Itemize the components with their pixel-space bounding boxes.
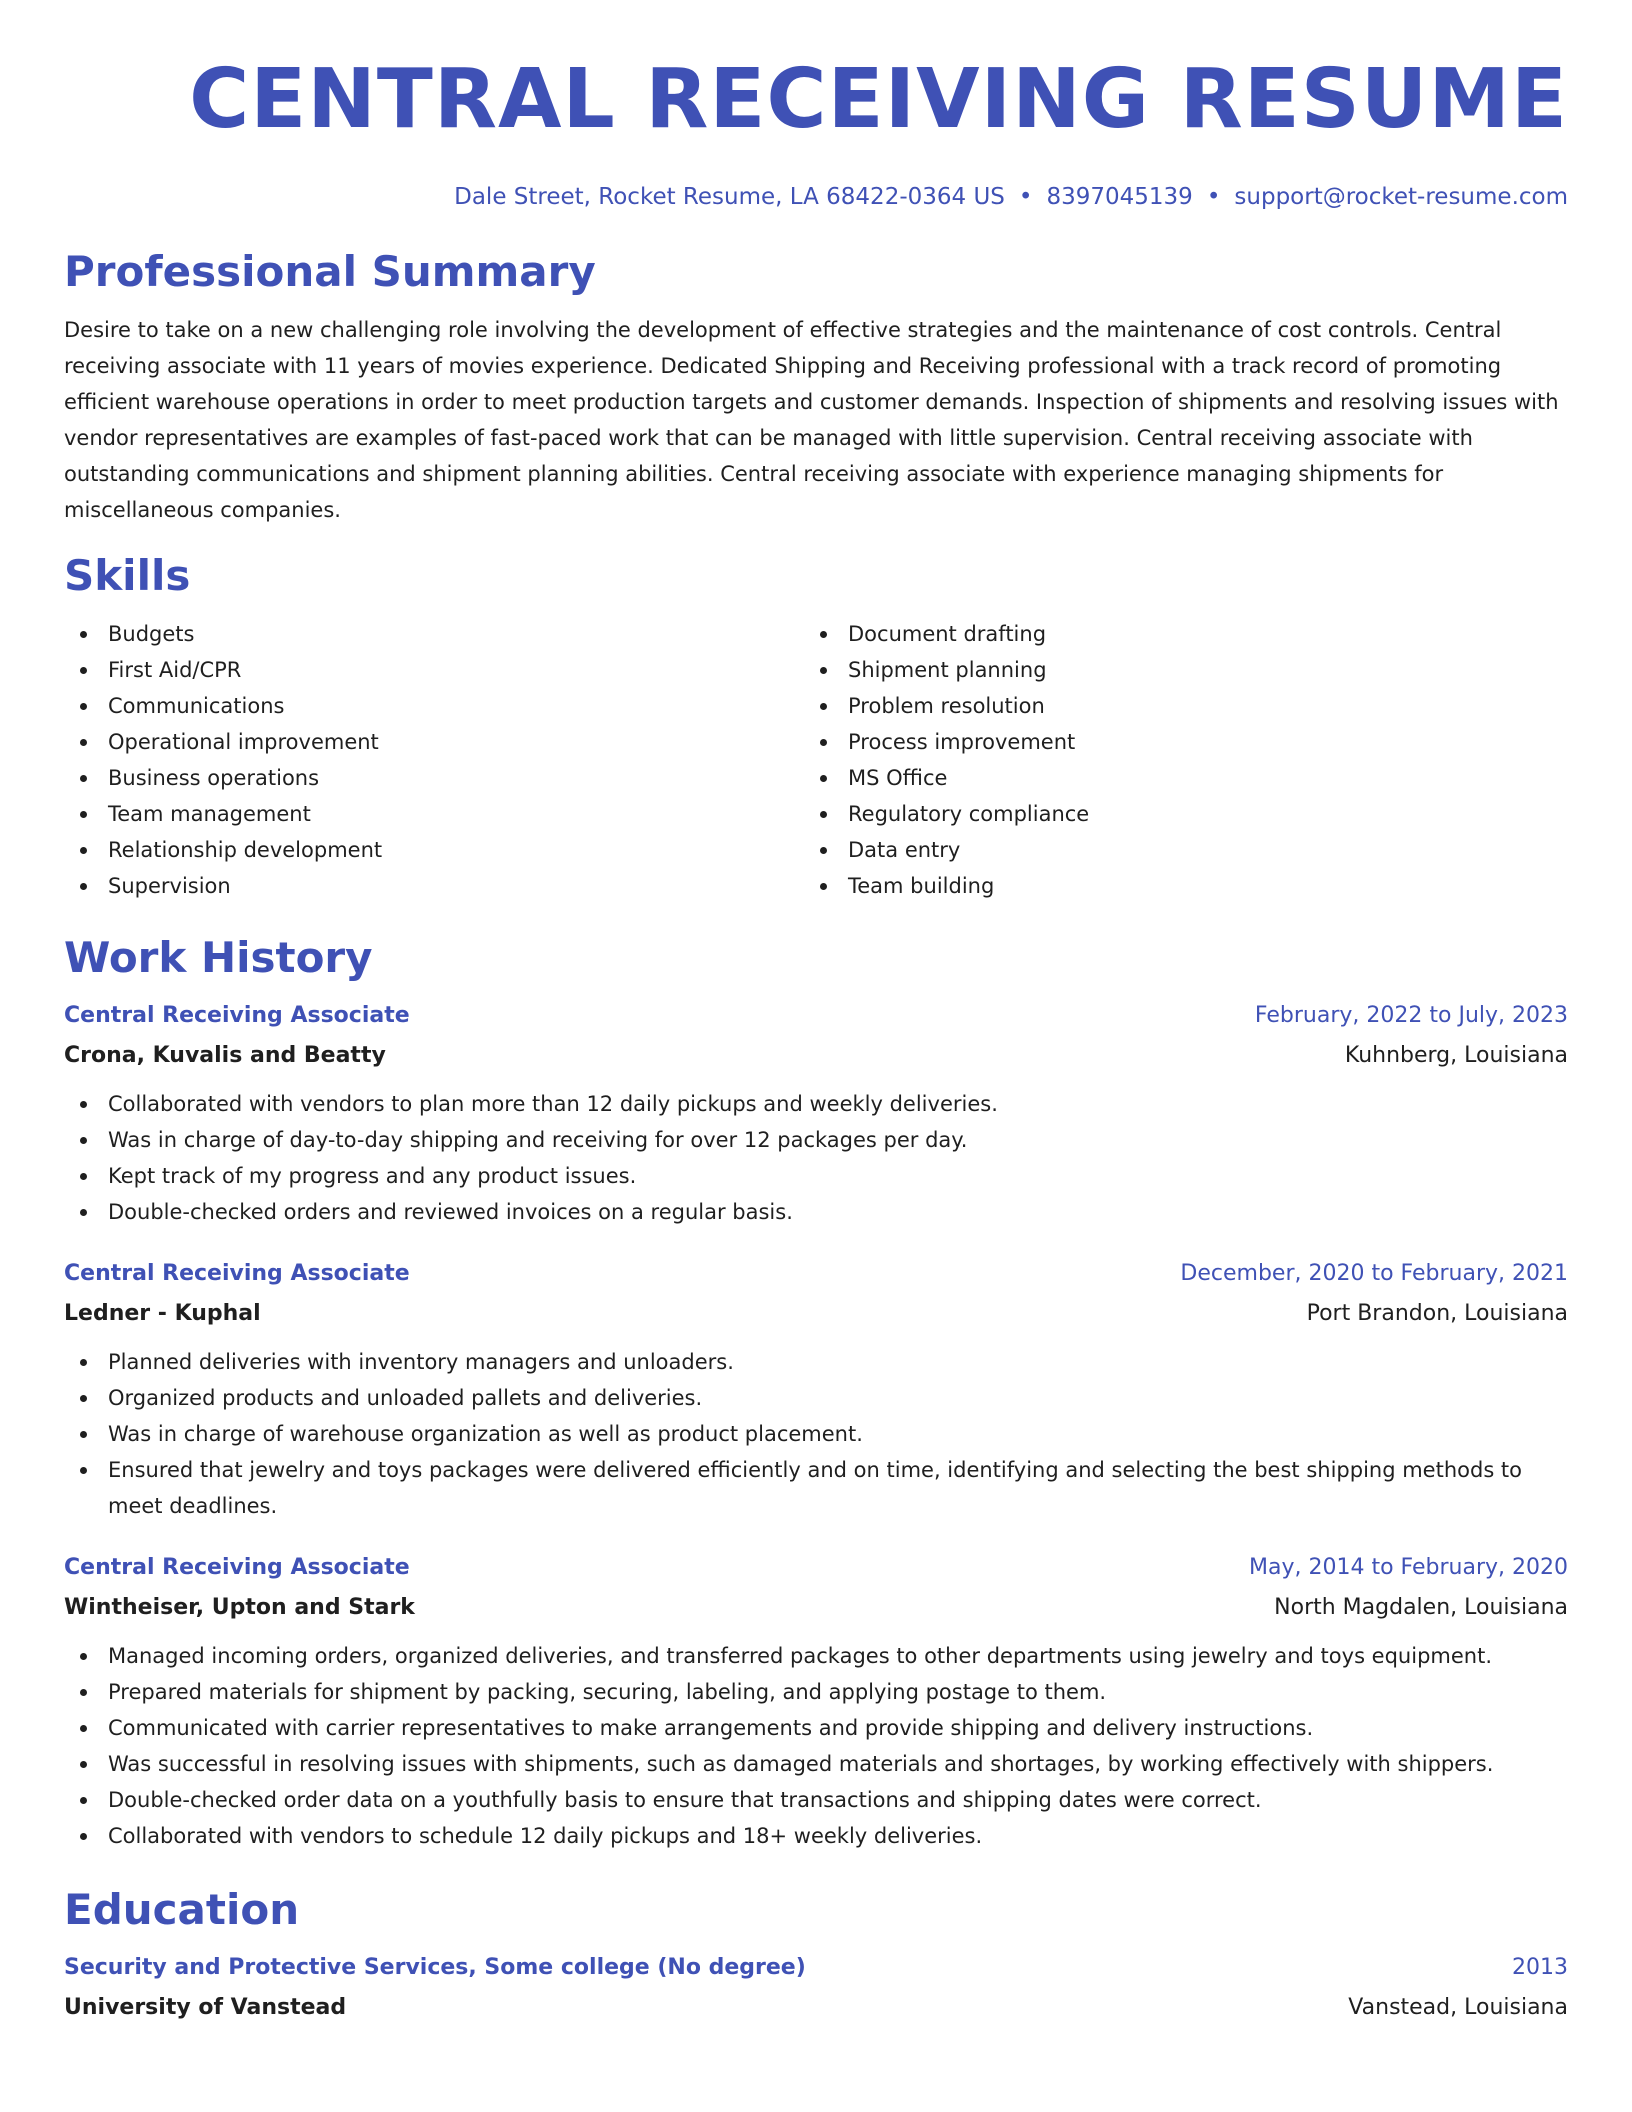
skill-item: Regulatory compliance — [804, 796, 1544, 832]
skills-left-column — [64, 616, 804, 904]
skill-item: Operational improvement — [64, 724, 804, 760]
job-duty: Organized products and unloaded pallets and deliveries. — [64, 1380, 1568, 1416]
job-title-row — [64, 1550, 1568, 1586]
job-title: Central Receiving Associate — [64, 1555, 410, 1580]
work-history-section — [64, 932, 1568, 1854]
skill-item: Budgets — [64, 616, 804, 652]
education-entry — [64, 1950, 1568, 2026]
job-location: Port Brandon, Louisiana — [1306, 1301, 1568, 1326]
job-entry — [64, 1550, 1568, 1854]
skill-item: Relationship development — [64, 832, 804, 868]
education-school-row — [64, 1986, 1568, 2026]
job-duty: Communicated with carrier representatives to make arrangements and provide shipping and delivery instructions. — [64, 1710, 1568, 1746]
summary-heading: Professional Summary — [64, 247, 596, 296]
education-heading: Education — [64, 1885, 300, 1934]
job-company-row — [64, 1586, 1568, 1626]
skill-item: Supervision — [64, 868, 804, 904]
skills-right-column — [804, 616, 1544, 904]
contact-phone: 8397045139 — [1046, 184, 1193, 210]
job-duty: Collaborated with vendors to plan more than 12 daily pickups and weekly deliveries. — [64, 1086, 1568, 1122]
skill-item: Problem resolution — [804, 688, 1544, 724]
job-company-row — [64, 1292, 1568, 1332]
skill-item: MS Office — [804, 760, 1544, 796]
job-duty: Double-checked order data on a youthfully basis to ensure that transactions and shipping dates were correct. — [64, 1782, 1568, 1818]
resume-title: CENTRAL RECEIVING RESUME — [189, 52, 1568, 147]
skill-item: Business operations — [64, 760, 804, 796]
job-duty: Prepared materials for shipment by packing, securing, labeling, and applying postage to them. — [64, 1674, 1568, 1710]
skill-item: Team management — [64, 796, 804, 832]
skill-item: Document drafting — [804, 616, 1544, 652]
job-dates: December, 2020 to February, 2021 — [1180, 1261, 1568, 1286]
job-company: Ledner - Kuphal — [64, 1301, 261, 1326]
education-degree: Security and Protective Services, Some college (No degree) — [64, 1955, 806, 1980]
job-duties — [64, 1086, 1568, 1230]
skill-item: Communications — [64, 688, 804, 724]
contact-separator: • — [1018, 184, 1033, 210]
job-duty: Ensured that jewelry and toys packages were delivered efficiently and on time, identifying and selecting the best shipping methods to meet deadlines. — [64, 1452, 1568, 1524]
education-school: University of Vanstead — [64, 1995, 347, 2020]
skill-item: Shipment planning — [804, 652, 1544, 688]
contact-separator: • — [1206, 184, 1221, 210]
job-title: Central Receiving Associate — [64, 1003, 410, 1028]
job-title: Central Receiving Associate — [64, 1261, 410, 1286]
job-company-row — [64, 1034, 1568, 1074]
job-company: Crona, Kuvalis and Beatty — [64, 1043, 386, 1068]
job-duty: Was in charge of day-to-day shipping and receiving for over 12 packages per day. — [64, 1122, 1568, 1158]
job-duty: Managed incoming orders, organized deliveries, and transferred packages to other departments using jewelry and toys equipment. — [64, 1638, 1568, 1674]
job-company: Wintheiser, Upton and Stark — [64, 1595, 415, 1620]
skill-item: First Aid/CPR — [64, 652, 804, 688]
work-history-heading: Work History — [64, 933, 373, 982]
skill-item: Data entry — [804, 832, 1544, 868]
job-dates: May, 2014 to February, 2020 — [1249, 1555, 1568, 1580]
education-year: 2013 — [1512, 1955, 1568, 1980]
job-entry — [64, 998, 1568, 1230]
skills-heading: Skills — [64, 551, 191, 600]
job-title-row — [64, 1256, 1568, 1292]
job-duties — [64, 1638, 1568, 1854]
contact-address: Dale Street, Rocket Resume, LA 68422-0364 US — [454, 184, 1005, 210]
skills-columns — [64, 616, 1568, 904]
job-entry — [64, 1256, 1568, 1524]
summary-text: Desire to take on a new challenging role involving the development of effective strategies and the maintenance of cost controls. Central receiving associate with 11 years of movies experience. Dedicated Shipping and Receiving professional with a track record of promoting efficient warehouse operations in order to meet production targets and customer demands. Inspection of shipments and resolving issues with vendor representatives are examples of fast-paced work that can be managed with little supervision. Central receiving associate with outstanding communications and shipment planning abilities. Central receiving associate with experience managing shipments for miscellaneous companies. — [64, 318, 1559, 522]
job-duty: Collaborated with vendors to schedule 12 daily pickups and 18+ weekly deliveries. — [64, 1818, 1568, 1854]
job-location: Kuhnberg, Louisiana — [1344, 1043, 1568, 1068]
job-duty: Planned deliveries with inventory managers and unloaders. — [64, 1344, 1568, 1380]
job-title-row — [64, 998, 1568, 1034]
resume-header — [64, 52, 1568, 212]
education-section — [64, 1884, 1568, 2026]
contact-line — [64, 182, 1568, 212]
education-degree-row — [64, 1950, 1568, 1986]
job-duty: Kept track of my progress and any product issues. — [64, 1158, 1568, 1194]
summary-section — [64, 246, 1568, 528]
skill-item: Team building — [804, 868, 1544, 904]
job-duty: Was in charge of warehouse organization as well as product placement. — [64, 1416, 1568, 1452]
job-duties — [64, 1344, 1568, 1524]
job-duty: Was successful in resolving issues with shipments, such as damaged materials and shortages, by working effectively with shippers. — [64, 1746, 1568, 1782]
education-location: Vanstead, Louisiana — [1348, 1995, 1568, 2020]
job-location: North Magdalen, Louisiana — [1274, 1595, 1568, 1620]
contact-email[interactable]: support@rocket-resume.com — [1234, 184, 1568, 210]
skills-section — [64, 550, 1568, 904]
job-duty: Double-checked orders and reviewed invoices on a regular basis. — [64, 1194, 1568, 1230]
skill-item: Process improvement — [804, 724, 1544, 760]
job-dates: February, 2022 to July, 2023 — [1254, 1003, 1568, 1028]
